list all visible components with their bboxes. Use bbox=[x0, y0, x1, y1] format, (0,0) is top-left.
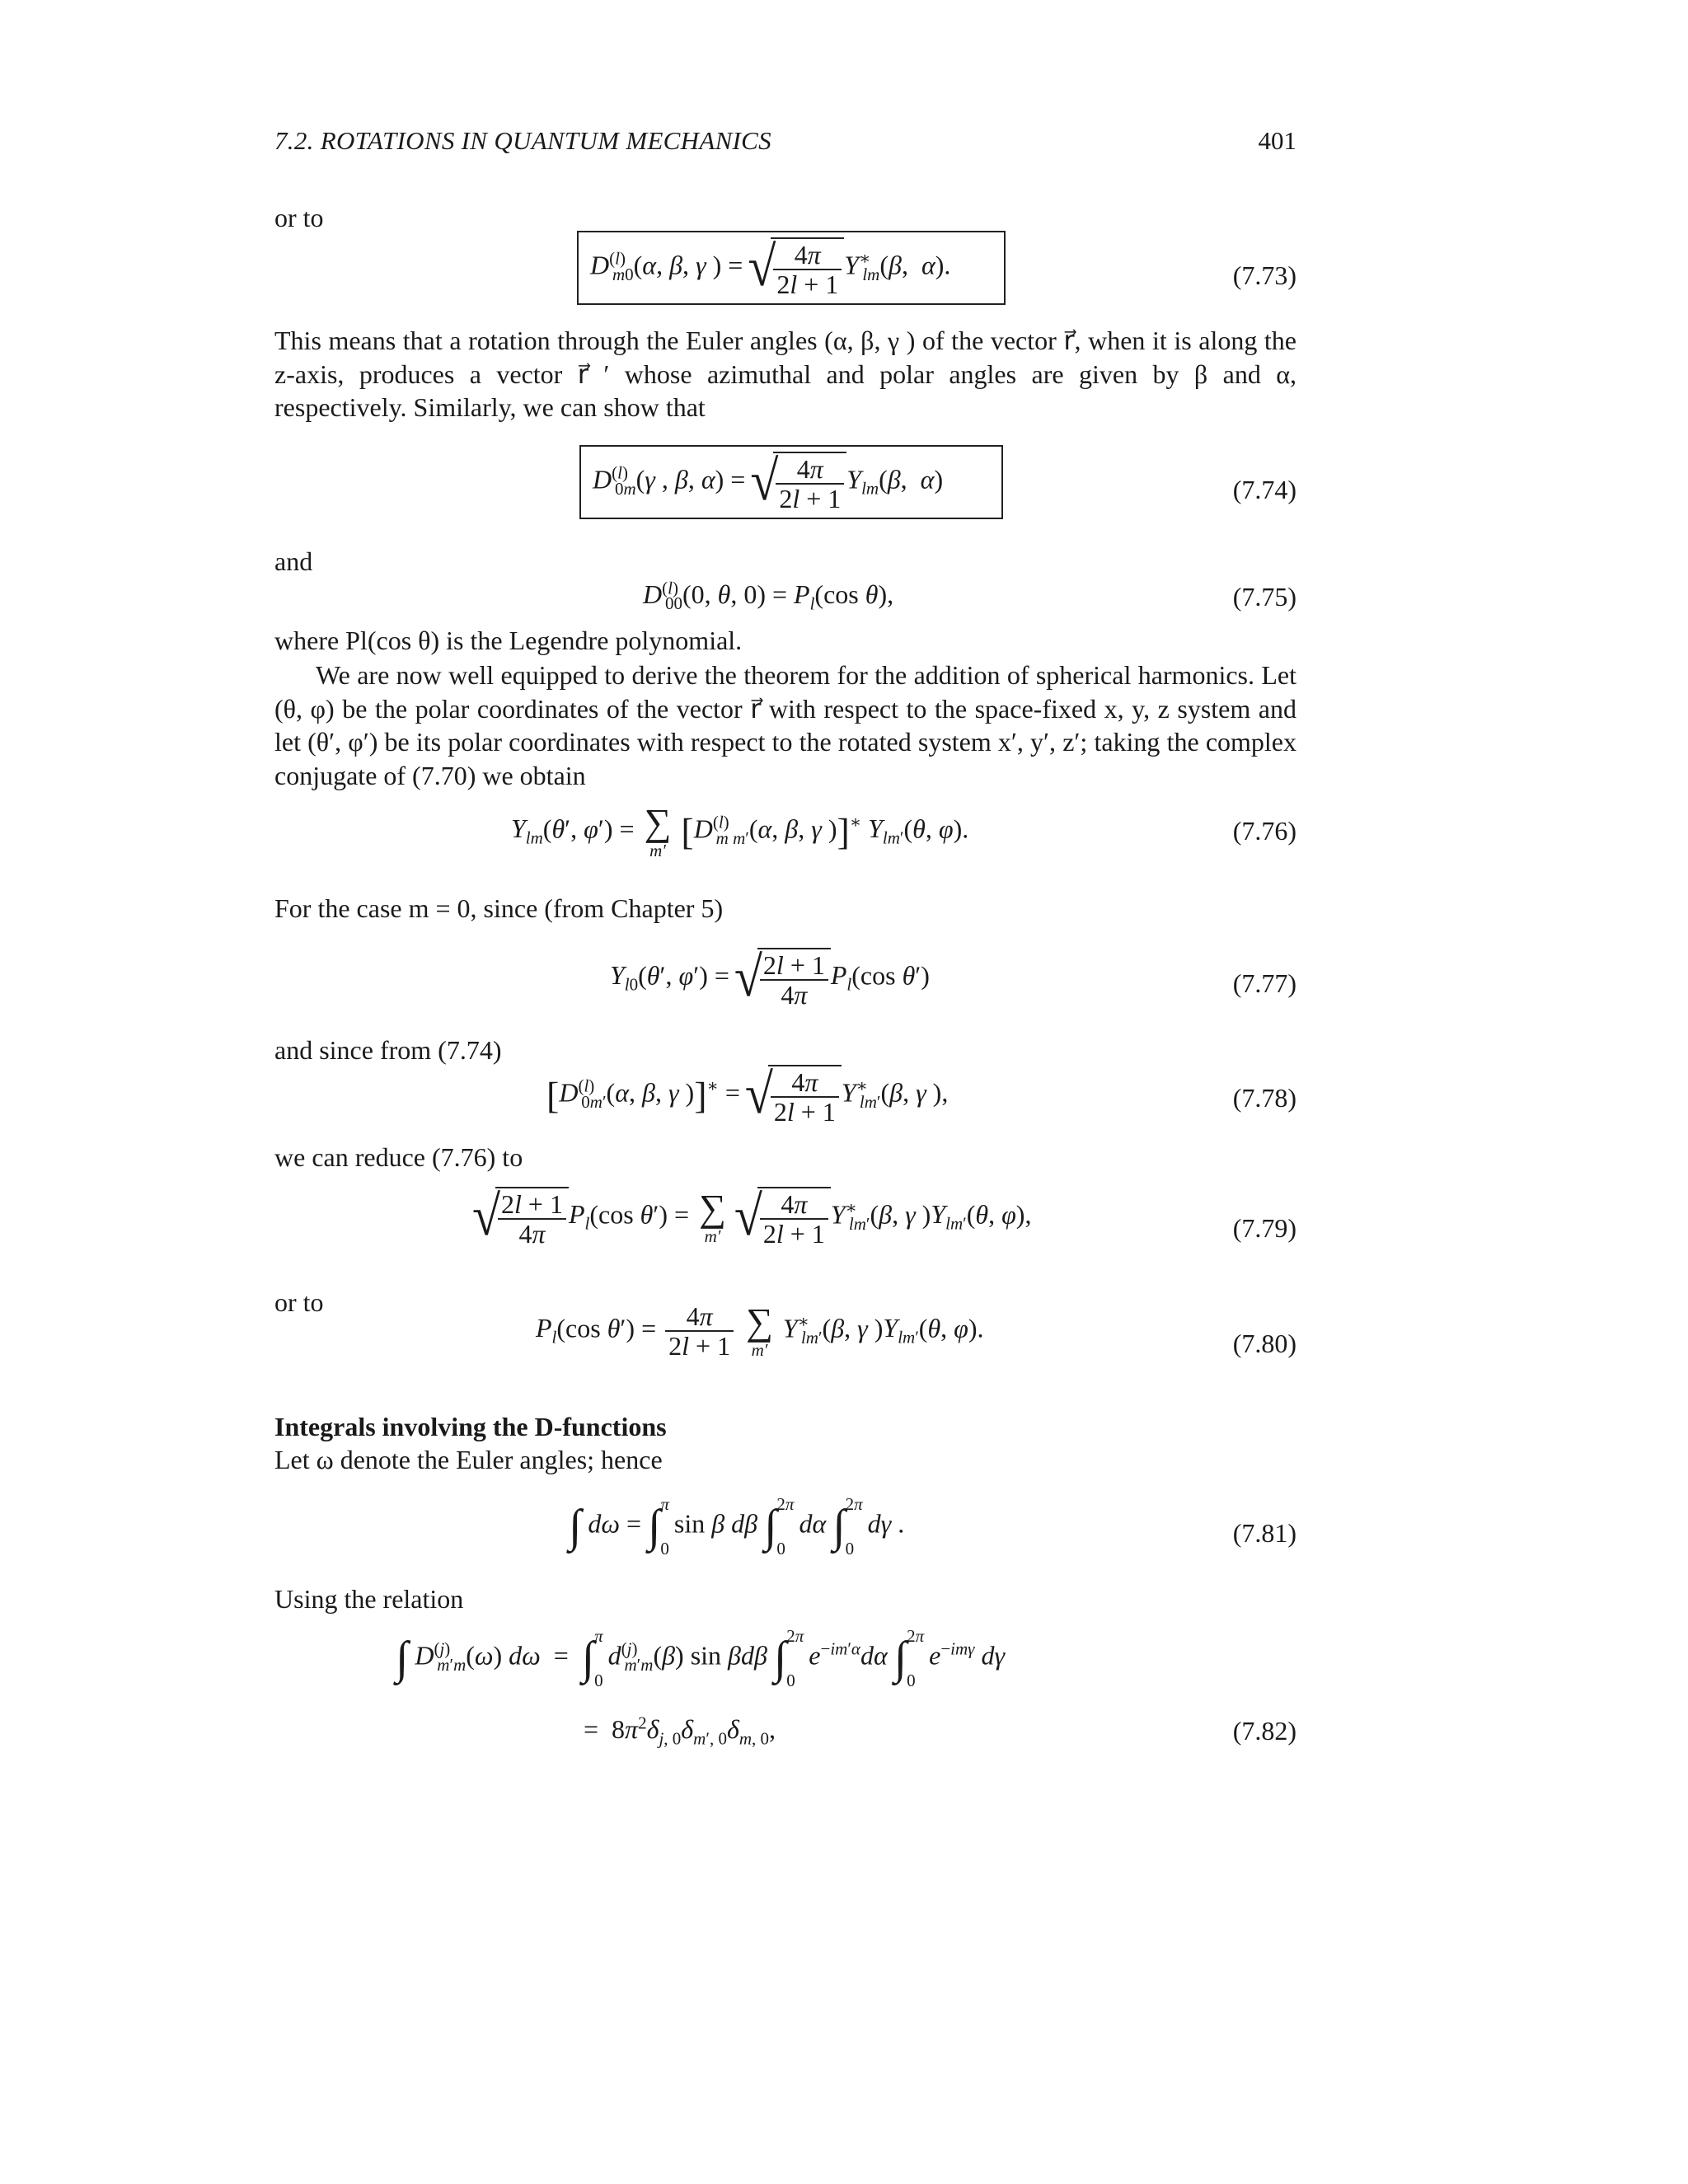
equation-7-79: √ $\frac{2l + 1}{4\pi}$ $P_l(\cos$ θ′) = ∑ m′ √ $\frac{4\pi}{2l + 1}$ $Y^∗_{lm'}(\beta$, γ )$Y_{lm'}(\theta$, φ), bbox=[474, 1187, 1031, 1248]
equation-number: (7.77) bbox=[1232, 968, 1296, 998]
equation-number: (7.75) bbox=[1232, 582, 1296, 612]
equation-number: (7.80) bbox=[1232, 1329, 1296, 1358]
using-relation-text: Using the relation bbox=[274, 1584, 464, 1614]
equation-number: (7.76) bbox=[1232, 816, 1296, 846]
and-since-text: and since from (7.74) bbox=[274, 1035, 502, 1065]
let-omega-text: Let ω denote the Euler angles; hence bbox=[274, 1445, 663, 1474]
equation-7-81: ∫ dω = ∫ π 0 sin β dβ ∫ 2π 0 dα ∫ 2π 0 dγ . bbox=[569, 1494, 905, 1558]
equation-7-75: $D^{(l)}_{00}(0$, θ, $0) = P_l(\cos$ θ), bbox=[643, 578, 894, 614]
reduce-text: we can reduce (7.76) to bbox=[274, 1142, 523, 1172]
equation-7-74: $D^{(l)}_{0m}(\gamma$ , β, α) = √ $\frac{4\pi}{2l + 1}$ $Y_{lm}(\beta$, α) bbox=[579, 445, 1003, 519]
and-text: and bbox=[274, 546, 313, 576]
or-to-text: or to bbox=[274, 203, 324, 232]
equation-7-73: $D^{(l)}_{m0}(\alpha$, β, γ ) = √ $\frac{4\pi}{2l + 1}$ $Y^∗_{lm}(\beta$, α). bbox=[577, 231, 1006, 305]
equation-number: (7.79) bbox=[1232, 1213, 1296, 1243]
page-number: 401 bbox=[1258, 126, 1296, 155]
section-heading: Integrals involving the D-functions bbox=[274, 1412, 667, 1441]
legendre-note: where Pl(cos θ) is the Legendre polynomial. bbox=[274, 626, 743, 655]
equation-number: (7.74) bbox=[1232, 475, 1296, 504]
paragraph-euler-angles: This means that a rotation through the Euler angles (α, β, γ ) of the vector r⃗, when it is along the z-axis, produces a vector r⃗ ′ whose azimuthal and polar angles are given by β and α, respectively. Similarly, we can show that bbox=[274, 326, 1296, 422]
running-head: 7.2. ROTATIONS IN QUANTUM MECHANICS bbox=[274, 126, 771, 155]
equation-7-82-line1: ∫ $D^{(j)}_{m'm}(\omega) d\omega$ = ∫ π 0 $d^{(j)}_{m'm}(\beta)$ sin βdβ ∫ 2π 0 $e^{-im'\alpha}d\alpha$ ∫ 2π 0 $e^{-im\gamma}$ dγ bbox=[396, 1626, 1006, 1690]
for-case-text: For the case m = 0, since (from Chapter 5) bbox=[274, 893, 724, 923]
equation-7-77: $Y_{l0}(\theta'$, φ′) = √ $\frac{2l + 1}{4\pi}$ $P_l(\cos$ θ′) bbox=[610, 948, 930, 1009]
equation-7-78: [$D^{(l)}_{0m'}(\alpha$, β, γ )]∗ = √ $\frac{4\pi}{2l + 1}$ $Y^∗_{lm'}(\beta$, γ ), bbox=[546, 1065, 948, 1126]
equation-number: (7.78) bbox=[1232, 1083, 1296, 1113]
or-to-text-2: or to bbox=[274, 1287, 324, 1317]
page-header bbox=[274, 126, 1296, 159]
equation-7-82-line2: = $8\pi^2\delta_{j, 0}\delta_{m', 0}\delta_{m, 0}$, bbox=[584, 1713, 776, 1749]
equation-number: (7.73) bbox=[1232, 260, 1296, 290]
equation-7-80: $P_l(\cos$ θ′) = $\frac{4\pi}{2l + 1}$ ∑ m′ $Y^∗_{lm'}(\beta$, γ )$Y_{lm'}(\theta$, φ). bbox=[536, 1301, 984, 1361]
equation-number: (7.81) bbox=[1232, 1518, 1296, 1548]
equation-7-76: $Y_{lm}(\theta'$, φ′) = ∑ m′ [$D^{(l)}_{m m'}(\alpha$, β, γ )]∗ $Y_{lm'}(\theta$, φ). bbox=[511, 801, 969, 860]
equation-number: (7.82) bbox=[1232, 1716, 1296, 1746]
paragraph-addition-theorem: We are now well equipped to derive the theorem for the addition of spherical harmonics. Let (θ, φ) be the polar coordinates of the vector r⃗ with respect to the space-fixed x, y, z system and let (θ′, φ′) be its polar coordinates with respect to the rotated system x′, y′, z′; taking the complex conjugate of (7.70) we obtain bbox=[274, 660, 1296, 790]
